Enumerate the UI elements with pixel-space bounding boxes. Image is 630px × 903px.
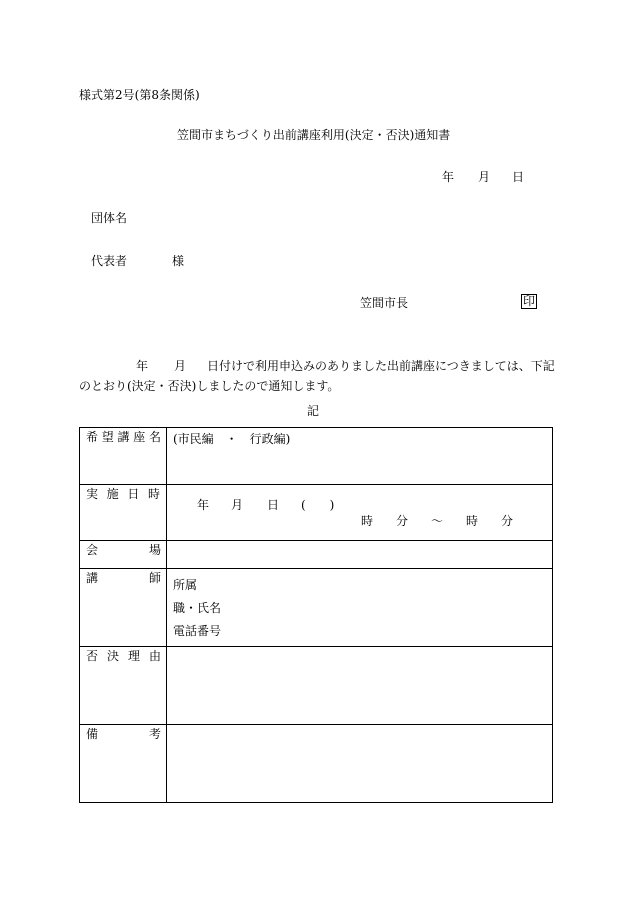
row-course: [80, 428, 553, 485]
label-lecturer: 講 師: [80, 569, 167, 647]
honorific: 様: [172, 254, 185, 268]
rejection-reason-value: [167, 647, 553, 725]
dt-minute-end: 分: [501, 514, 514, 528]
course-value: [167, 428, 553, 485]
representative-label: 代表者: [91, 254, 128, 268]
label-remarks: 備 考: [80, 725, 167, 803]
row-datetime: [80, 485, 553, 541]
dt-day: 日: [267, 498, 280, 512]
row-venue: [80, 541, 553, 569]
lecturer-affiliation: 所属: [173, 578, 198, 592]
datetime-value: [167, 485, 553, 541]
date-year: 年: [442, 170, 455, 184]
lecture-form-table: [79, 427, 553, 803]
dt-month: 月: [231, 498, 244, 512]
label-venue: 会 場: [80, 541, 167, 569]
venue-value: [167, 541, 553, 569]
row-rejection-reason: [80, 647, 553, 725]
lecturer-position-name: 職・氏名: [173, 601, 222, 615]
label-course: 希 望 講 座 名: [80, 428, 167, 485]
body-year: 年: [136, 359, 149, 373]
row-lecturer: [80, 569, 553, 647]
dt-tilde: 〜: [431, 514, 444, 528]
issuer-name: 笠間市長: [360, 296, 409, 310]
lecturer-value: [167, 569, 553, 647]
ki-heading: 記: [307, 404, 320, 418]
body-month: 月: [174, 359, 187, 373]
body-line1: 日付けで利用申込みのありました出前講座につきましては、下記: [207, 359, 555, 373]
dt-weekday: ( ): [301, 498, 335, 512]
lecturer-phone: 電話番号: [173, 624, 222, 638]
date-month: 月: [478, 170, 491, 184]
document-title: 笠間市まちづくり出前講座利用(決定・否決)通知書: [177, 128, 451, 142]
seal-mark: 印: [523, 294, 536, 308]
remarks-value: [167, 725, 553, 803]
label-datetime: 実 施 日 時: [80, 485, 167, 541]
dt-minute-start: 分: [396, 514, 409, 528]
row-remarks: [80, 725, 553, 803]
course-options: (市民編 ・ 行政編): [173, 432, 291, 446]
dt-year: 年: [197, 498, 210, 512]
date-day: 日: [512, 170, 525, 184]
form-number: 様式第2号(第8条関係): [79, 88, 200, 102]
dt-hour-end: 時: [466, 514, 479, 528]
dt-hour-start: 時: [361, 514, 374, 528]
body-line2: のとおり(決定・否決)しましたので通知します。: [79, 379, 340, 393]
label-rejection-reason: 否 決 理 由: [80, 647, 167, 725]
group-name-label: 団体名: [91, 211, 128, 225]
